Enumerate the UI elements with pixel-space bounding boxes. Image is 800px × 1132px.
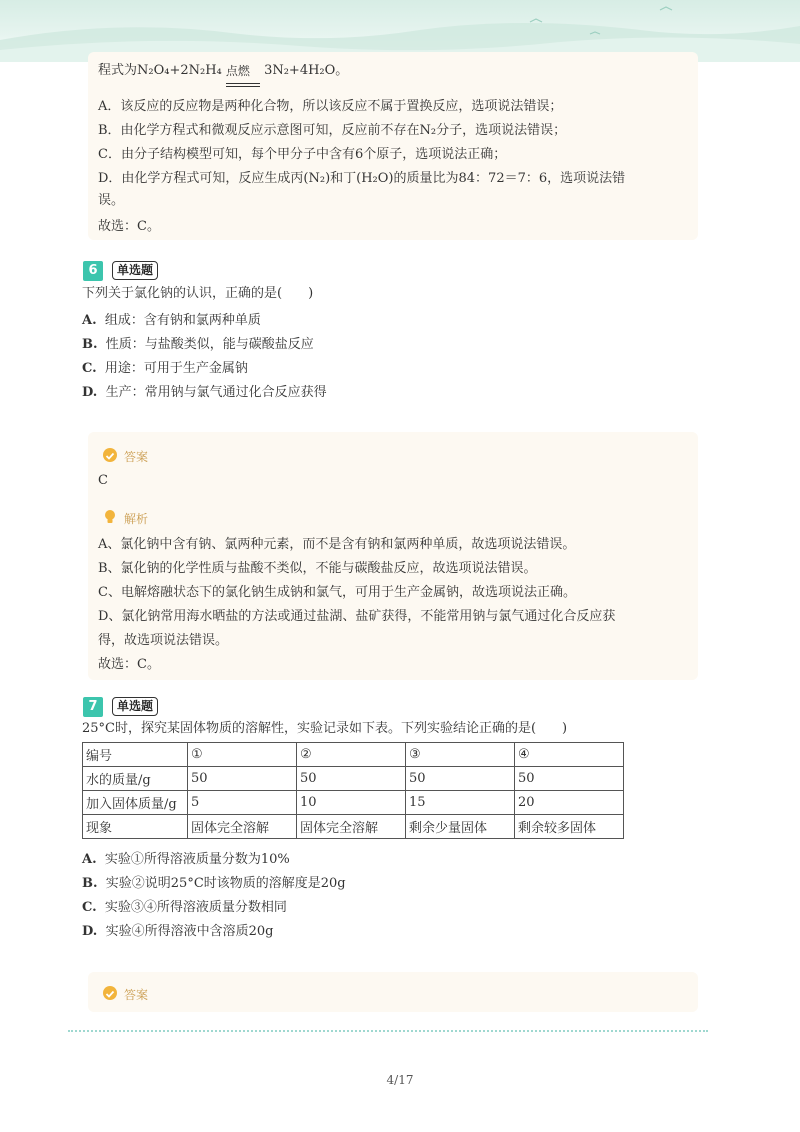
reaction-condition: 点燃 xyxy=(225,64,250,78)
analysis-line: 得，故选项说法错误。 xyxy=(98,633,229,648)
table-row xyxy=(83,743,624,767)
table-cell: 固体完全溶解 xyxy=(188,815,297,839)
table-cell: 剩余少量固体 xyxy=(406,815,515,839)
analysis-label: 解析 xyxy=(124,512,149,526)
page-divider xyxy=(68,1030,708,1032)
answer-label: 答案 xyxy=(124,988,149,1002)
option-c[interactable]: C. 实验③④所得溶液质量分数相同 xyxy=(82,900,287,915)
answer-value: C xyxy=(98,473,108,488)
table-cell: 15 xyxy=(406,791,515,815)
table-cell: 剩余较多固体 xyxy=(515,815,624,839)
check-icon xyxy=(103,986,117,1000)
analysis-line: A、氯化钠中含有钠、氯两种元素，而不是含有钠和氯两种单质，故选项说法错误。 xyxy=(98,537,576,552)
question-stem: 25°C时，探究某固体物质的溶解性，实验记录如下表。下列实验结论正确的是( ) xyxy=(82,721,568,736)
analysis-line: 故选：C。 xyxy=(98,219,160,234)
table-row xyxy=(83,791,624,815)
analysis-line: D、氯化钠常用海水晒盐的方法或通过盐湖、盐矿获得，不能常用钠与氯气通过化合反应获 xyxy=(98,609,616,624)
option-b[interactable]: B. 性质：与盐酸类似，能与碳酸盐反应 xyxy=(82,337,314,352)
option-d[interactable]: D. 生产：常用钠与氯气通过化合反应获得 xyxy=(82,385,327,400)
question-type-badge: 单选题 xyxy=(112,261,158,280)
table-cell: ① xyxy=(188,743,297,767)
analysis-line: B、氯化钠的化学性质与盐酸不类似，不能与碳酸盐反应，故选项说法错误。 xyxy=(98,561,537,576)
question-number: 7 xyxy=(83,697,103,717)
table-cell: 50 xyxy=(406,767,515,791)
table-cell: 50 xyxy=(515,767,624,791)
equation-line: 程式为N₂O₄+2N₂H₄ 点燃 3N₂+4H₂O。 xyxy=(98,62,348,80)
analysis-line: 故选：C。 xyxy=(98,657,160,672)
table-row xyxy=(83,815,624,839)
table-cell: 水的质量/g xyxy=(83,767,188,791)
question-stem: 下列关于氯化钠的认识，正确的是( ) xyxy=(82,286,314,301)
option-b[interactable]: B. 实验②说明25°C时该物质的溶解度是20g xyxy=(82,876,346,891)
question-number: 6 xyxy=(83,261,103,281)
table-cell: ④ xyxy=(515,743,624,767)
analysis-line: C、电解熔融状态下的氯化钠生成钠和氯气，可用于生产金属钠，故选项说法正确。 xyxy=(98,585,576,600)
check-icon xyxy=(103,448,117,462)
answer-box xyxy=(88,972,698,1012)
table-cell: 10 xyxy=(297,791,406,815)
question-type-badge: 单选题 xyxy=(112,697,158,716)
table-cell: 5 xyxy=(188,791,297,815)
answer-label: 答案 xyxy=(124,450,149,464)
table-row xyxy=(83,767,624,791)
analysis-line: C．由分子结构模型可知，每个甲分子中含有6个原子，选项说法正确； xyxy=(98,147,507,162)
option-a[interactable]: A. 实验①所得溶液质量分数为10% xyxy=(82,852,290,867)
table-cell: ③ xyxy=(406,743,515,767)
table-cell: 编号 xyxy=(83,743,188,767)
option-d[interactable]: D. 实验④所得溶液中含溶质20g xyxy=(82,924,274,939)
table-cell: 加入固体质量/g xyxy=(83,791,188,815)
table-cell: 50 xyxy=(297,767,406,791)
option-c[interactable]: C. 用途：可用于生产金属钠 xyxy=(82,361,248,376)
table-cell: 20 xyxy=(515,791,624,815)
analysis-line: B．由化学方程式和微观反应示意图可知，反应前不存在N₂分子，选项说法错误； xyxy=(98,123,567,138)
table-cell: 50 xyxy=(188,767,297,791)
lightbulb-icon xyxy=(104,509,116,525)
option-a[interactable]: A. 组成：含有钠和氯两种单质 xyxy=(82,313,261,328)
experiment-table xyxy=(82,742,624,839)
table-cell: ② xyxy=(297,743,406,767)
table-cell: 固体完全溶解 xyxy=(297,815,406,839)
analysis-line: A．该反应的反应物是两种化合物，所以该反应不属于置换反应，选项说法错误； xyxy=(98,99,563,114)
table-cell: 现象 xyxy=(83,815,188,839)
page-number: 4/17 xyxy=(386,1073,414,1087)
analysis-line: 误。 xyxy=(98,193,125,208)
analysis-line: D．由化学方程式可知，反应生成丙(N₂)和丁(H₂O)的质量比为84：72＝7：6，选项说法错 xyxy=(98,171,626,186)
